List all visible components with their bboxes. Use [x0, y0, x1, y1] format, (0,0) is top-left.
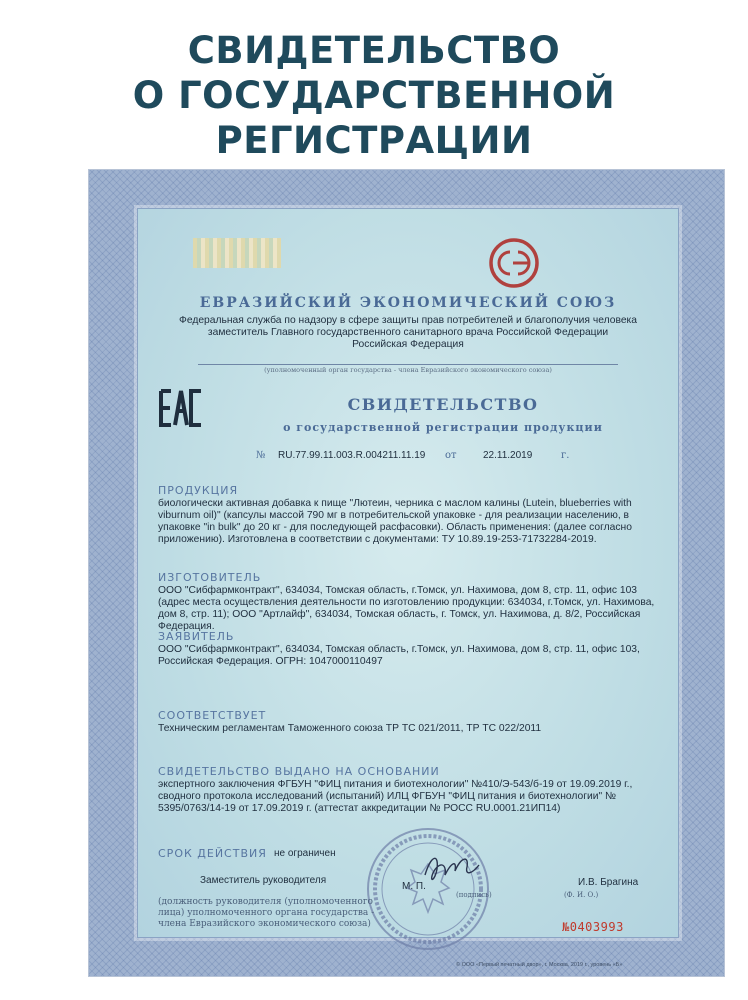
page-title-line-1: СВИДЕТЕЛЬСТВО: [187, 29, 561, 72]
signer-position: Заместитель руководителя: [200, 875, 327, 886]
validity-heading: СРОК ДЕЙСТВИЯ: [158, 847, 267, 860]
document-title: СВИДЕТЕЛЬСТВО: [347, 395, 539, 414]
agency-line: заместитель Главного государственного санитарного врача Российской Федерации: [207, 327, 609, 338]
name-caption: (Ф. И. О.): [564, 891, 599, 899]
manufacturer-text: ООО "Сибфармконтракт", 634034, Томская область, г.Томск, ул. Нахимова, дом 8, стр. 11, офис 103 (адрес места осуществления деятельности по изготовлению продукции: 634034, г.Томск, ул. Нахимова, дом 8, стр. 11); ООО "Артлайф", 634034, Томская область, г. Томск, ул. Нахимова, д. 8/2, Российская Федерация.: [158, 585, 655, 632]
hologram-sticker: [193, 238, 281, 268]
product-text: биологически активная добавка к пище "Лютеин, черника с маслом калины (Lutein, blueberries with viburnum oil)" (капсулы массой 790 мг в потребительской упаковке - для реализации населению, в упаковке "in bulk" до 20 кг - для последующей расфасовки). Область применения: (далее согласно приложению). Изготовлена в соответствии с документами: ТУ 10.89.19-253-71732284-2019.: [158, 498, 632, 545]
page-title-line-2: О ГОСУДАРСТВЕННОЙ: [132, 74, 616, 117]
number-label: №: [256, 450, 266, 461]
certificate-number: RU.77.99.11.003.R.004211.11.19: [278, 450, 426, 461]
page-title: [0, 28, 748, 163]
agency-line: Российская Федерация: [352, 339, 464, 350]
signature-icon: [421, 845, 483, 889]
stamp-label: М. П.: [402, 881, 426, 892]
date-label: от: [445, 450, 457, 461]
document-subtitle: о государственной регистрации продукции: [283, 421, 603, 434]
validity-value: не ограничен: [274, 848, 336, 859]
manufacturer-heading: ИЗГОТОВИТЕЛЬ: [158, 571, 262, 584]
ce-logo-icon: [488, 237, 540, 289]
product-heading: ПРОДУКЦИЯ: [158, 484, 239, 497]
serial-number: №0403993: [562, 920, 624, 934]
signer-name: И.В. Брагина: [578, 877, 639, 888]
basis-text: экспертного заключения ФГБУН "ФИЦ питания и биотехнологии" №410/Э-543/б-19 от 19.09.2019 г., сводного протокола исследований (испытаний) ИЛЦ ФГБУН "ФИЦ питания и биотехнологии" № 5395/0763/14-19 от 17.09.2019 г. (аттестат аккредитации № РОСС RU.0001.21ИП14): [158, 779, 633, 814]
compliance-heading: СООТВЕТСТВУЕТ: [158, 709, 267, 722]
official-stamp-icon: [363, 824, 493, 954]
page-title-line-3: РЕГИСТРАЦИИ: [215, 119, 533, 162]
certificate-body: [137, 208, 679, 938]
basis-heading: СВИДЕТЕЛЬСТВО ВЫДАНО НА ОСНОВАНИИ: [158, 765, 440, 778]
printer-note: © ООО «Первый печатный двор», г. Москва, 2019 г., уровень «Б»: [456, 962, 623, 968]
applicant-heading: ЗАЯВИТЕЛЬ: [158, 630, 235, 643]
issuing-agency: [178, 315, 638, 351]
position-caption: (должность руководителя (уполномоченного лица) уполномоченного органа государства - члена Евразийского экономического союза): [158, 897, 375, 929]
certificate-date: 22.11.2019: [483, 450, 533, 461]
union-name: ЕВРАЗИЙСКИЙ ЭКОНОМИЧЕСКИЙ СОЮЗ: [199, 295, 617, 311]
certificate-image: [89, 170, 724, 976]
applicant-text: ООО "Сибфармконтракт", 634034, Томская область, г.Томск, ул. Нахимова, дом 8, стр. 11, офис 103, Российская Федерация. ОГРН: 1047000110497: [158, 644, 640, 667]
agency-note: (уполномоченный орган государства - члена Евразийского экономического союза): [198, 364, 618, 374]
eac-logo-icon: [158, 387, 204, 429]
compliance-text: Техническим регламентам Таможенного союза ТР ТС 021/2011, ТР ТС 022/2011: [158, 723, 542, 734]
year-suffix: г.: [561, 450, 570, 461]
agency-line: Федеральная служба по надзору в сфере защиты прав потребителей и благополучия человека: [178, 315, 638, 326]
signature-caption: (подпись): [456, 891, 492, 899]
